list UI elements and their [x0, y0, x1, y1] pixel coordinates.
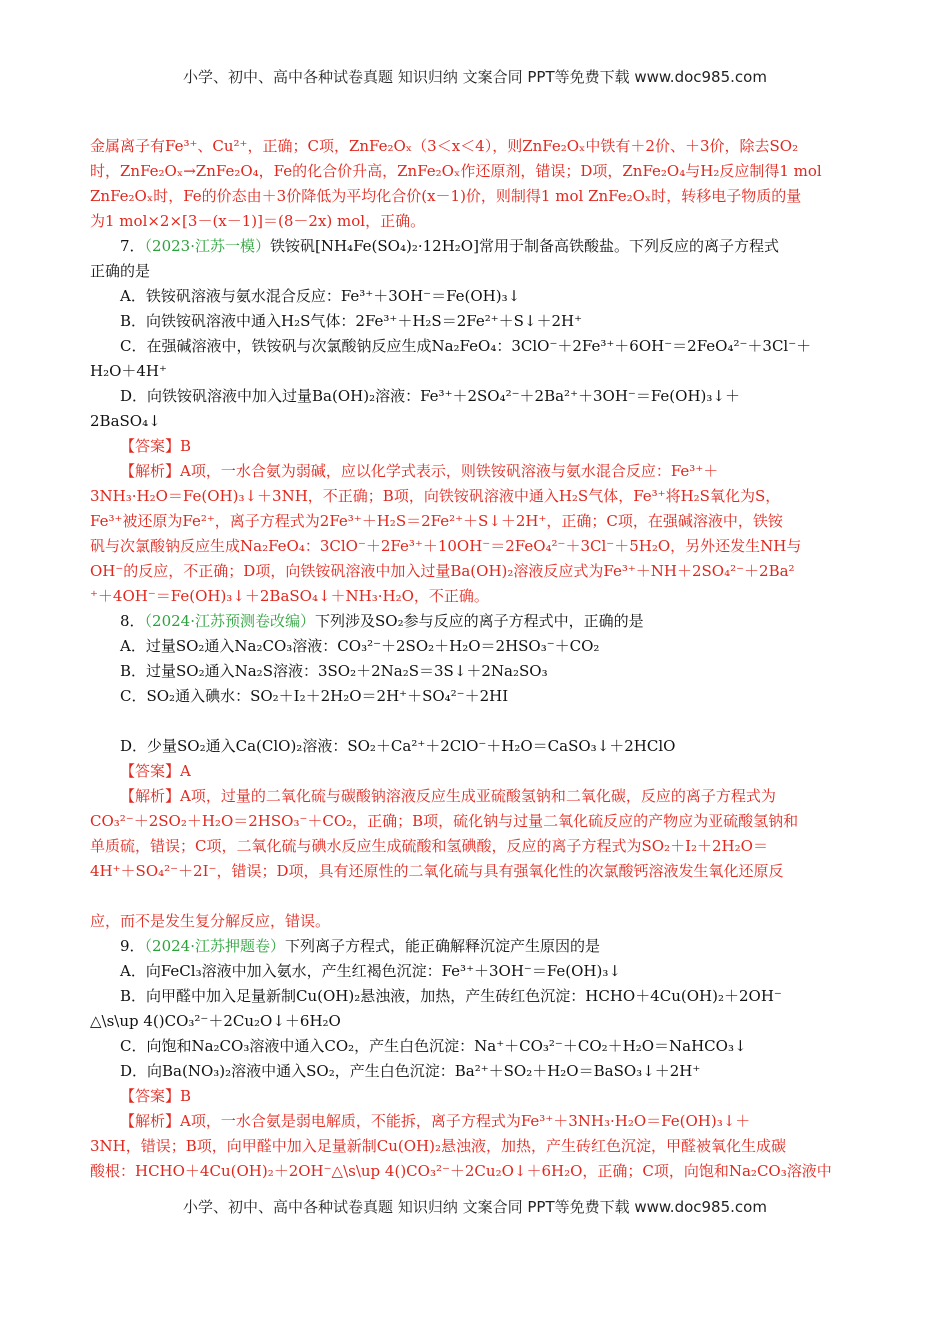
answer-line	[90, 834, 862, 859]
line-text: 酸根：HCHO＋4Cu(OH)₂＋2OH⁻△\s\up 4()CO₃²⁻＋2Cu₂O↓＋6H₂O，正确；C项，向饱和Na₂CO₃溶液中	[90, 1162, 832, 1180]
line-text: Fe³⁺被还原为Fe²⁺，离子方程式为2Fe³⁺＋H₂S＝2Fe²⁺＋S↓＋2H⁺，正确；C项，在强碱溶液中，铁铵	[90, 512, 783, 530]
question-line	[90, 234, 862, 259]
answer-line	[90, 534, 862, 559]
line-text: A．过量SO₂通入Na₂CO₃溶液：CO₃²⁻＋2SO₂＋H₂O＝2HSO₃⁻＋CO₂	[120, 637, 600, 655]
question-number: 9．	[120, 937, 145, 955]
line-text: 3NH，错误；B项，向甲醛中加入足量新制Cu(OH)₂悬浊液，加热，产生砖红色沉淀，甲醛被氧化生成碳	[90, 1137, 787, 1155]
line-text: C．SO₂通入碘水：SO₂＋I₂＋2H₂O＝2H⁺＋SO₄²⁻＋2HI	[120, 687, 509, 705]
text-line	[90, 659, 862, 684]
line-text: 下列涉及SO₂参与反应的离子方程式中，正确的是	[315, 612, 644, 630]
text-line	[90, 1034, 862, 1059]
answer-line	[90, 484, 862, 509]
answer-line	[90, 1134, 862, 1159]
question-line	[90, 934, 862, 959]
line-text: 【解析】A项，一水合氨为弱碱，应以化学式表示，则铁铵矾溶液与氨水混合反应：Fe³⁺＋	[120, 462, 719, 480]
line-text: 3NH₃·H₂O＝Fe(OH)₃↓＋3NH，不正确；B项，向铁铵矾溶液中通入H₂S气体，Fe³⁺将H₂S氧化为S，	[90, 487, 781, 505]
line-text: A．铁铵矾溶液与氨水混合反应：Fe³⁺＋3OH⁻＝Fe(OH)₃↓	[120, 287, 521, 305]
text-line	[90, 634, 862, 659]
line-text: 金属离子有Fe³⁺、Cu²⁺，正确；C项，ZnFe₂Oₓ（3＜x＜4），则ZnFe₂Oₓ中铁有＋2价、＋3价，除去SO₂	[90, 137, 799, 155]
text-line	[90, 384, 862, 409]
text-line	[90, 1059, 862, 1084]
answer-line	[90, 809, 862, 834]
text-line	[90, 684, 862, 734]
answer-line	[90, 1084, 862, 1109]
question-number: 7．	[120, 237, 145, 255]
line-text: A．向FeCl₃溶液中加入氨水，产生红褐色沉淀：Fe³⁺＋3OH⁻＝Fe(OH)₃↓	[120, 962, 621, 980]
text-line	[90, 984, 862, 1009]
question-number: 8．	[120, 612, 145, 630]
line-text: 单质硫，错误；C项，二氧化硫与碘水反应生成硫酸和氢碘酸，反应的离子方程式为SO₂＋I₂＋2H₂O＝	[90, 837, 768, 855]
line-text: 铁铵矾[NH₄Fe(SO₄)₂·12H₂O]常用于制备高铁酸盐。下列反应的离子方程式	[270, 237, 779, 255]
answer-line	[90, 209, 862, 234]
line-text: B．过量SO₂通入Na₂S溶液：3SO₂＋2Na₂S＝3S↓＋2Na₂SO₃	[120, 662, 548, 680]
answer-line	[90, 909, 862, 934]
line-text: 2BaSO₄↓	[90, 412, 161, 430]
line-text: OH⁻的反应，不正确；D项，向铁铵矾溶液中加入过量Ba(OH)₂溶液反应式为Fe³⁺＋NH＋2SO₄²⁻＋2Ba²	[90, 562, 795, 580]
answer-line	[90, 759, 862, 784]
line-text: H₂O＋4H⁺	[90, 362, 167, 380]
line-text: C．向饱和Na₂CO₃溶液中通入CO₂，产生白色沉淀：Na⁺＋CO₃²⁻＋CO₂＋H₂O＝NaHCO₃↓	[120, 1037, 747, 1055]
page-footer: 小学、初中、高中各种试卷真题 知识归纳 文案合同 PPT等免费下载 www.doc985.com	[183, 1198, 767, 1216]
line-text: B．向甲醛中加入足量新制Cu(OH)₂悬浊液，加热，产生砖红色沉淀：HCHO＋4Cu(OH)₂＋2OH⁻	[120, 987, 782, 1005]
answer-line	[90, 434, 862, 459]
line-text: 矾与次氯酸钠反应生成Na₂FeO₄：3ClO⁻＋2Fe³⁺＋10OH⁻＝2FeO₄²⁻＋3Cl⁻＋5H₂O，另外还发生NH与	[90, 537, 802, 555]
line-text: ZnFe₂Oₓ时，Fe的价态由＋3价降低为平均化合价(x－1)价，则制得1 mol ZnFe₂Oₓ时，转移电子物质的量	[90, 187, 802, 205]
line-text: 【答案】B	[120, 1087, 192, 1105]
answer-line	[90, 509, 862, 534]
answer-line	[90, 1159, 862, 1184]
question-source: （2024·江苏预测卷改编）	[144, 612, 315, 630]
answer-line	[90, 159, 862, 184]
line-text: △\s\up 4()CO₃²⁻＋2Cu₂O↓＋6H₂O	[90, 1012, 341, 1030]
answer-line	[90, 859, 862, 909]
text-line	[90, 334, 862, 359]
text-line	[90, 409, 862, 434]
text-line	[90, 284, 862, 309]
line-text: 【答案】B	[120, 437, 192, 455]
text-line	[90, 959, 862, 984]
line-text: B．向铁铵矾溶液中通入H₂S气体：2Fe³⁺＋H₂S＝2Fe²⁺＋S↓＋2H⁺	[120, 312, 583, 330]
line-text: D．向铁铵矾溶液中加入过量Ba(OH)₂溶液：Fe³⁺＋2SO₄²⁻＋2Ba²⁺＋3OH⁻＝Fe(OH)₃↓＋	[120, 387, 740, 405]
line-text: 为1 mol×2×[3－(x－1)]＝(8－2x) mol，正确。	[90, 212, 426, 230]
text-line	[90, 259, 862, 284]
line-text: 【答案】A	[120, 762, 191, 780]
answer-line	[90, 784, 862, 809]
document-body	[90, 134, 862, 1184]
line-text: CO₃²⁻＋2SO₂＋H₂O＝2HSO₃⁻＋CO₂，正确；B项，硫化钠与过量二氧化硫反应的产物应为亚硫酸氢钠和	[90, 812, 799, 830]
answer-line	[90, 1109, 862, 1134]
answer-line	[90, 134, 862, 159]
line-text: 正确的是	[90, 262, 151, 280]
line-text: 下列离子方程式，能正确解释沉淀产生原因的是	[285, 937, 601, 955]
answer-line	[90, 559, 862, 584]
question-source: （2024·江苏押题卷）	[144, 937, 285, 955]
line-text: D．向Ba(NO₃)₂溶液中通入SO₂，产生白色沉淀：Ba²⁺＋SO₂＋H₂O＝BaSO₃↓＋2H⁺	[120, 1062, 701, 1080]
page-header: 小学、初中、高中各种试卷真题 知识归纳 文案合同 PPT等免费下载 www.doc985.com	[183, 68, 767, 86]
answer-line	[90, 459, 862, 484]
text-line	[90, 734, 862, 759]
answer-line	[90, 584, 862, 609]
text-line	[90, 309, 862, 334]
line-text: 【解析】A项，一水合氨是弱电解质，不能拆，离子方程式为Fe³⁺＋3NH₃·H₂O＝Fe(OH)₃↓＋	[120, 1112, 751, 1130]
line-text: ⁺＋4OH⁻＝Fe(OH)₃↓＋2BaSO₄↓＋NH₃·H₂O，不正确。	[90, 587, 489, 605]
answer-line	[90, 184, 862, 209]
line-text: 应，而不是发生复分解反应，错误。	[90, 912, 331, 930]
question-line	[90, 609, 862, 634]
line-text: 时，ZnFe₂Oₓ→ZnFe₂O₄，Fe的化合价升高，ZnFe₂Oₓ作还原剂，错误；D项，ZnFe₂O₄与H₂反应制得1 mol	[90, 162, 822, 180]
text-line	[90, 359, 862, 384]
line-text: D．少量SO₂通入Ca(ClO)₂溶液：SO₂＋Ca²⁺＋2ClO⁻＋H₂O＝CaSO₃↓＋2HClO	[120, 737, 676, 755]
line-text: C．在强碱溶液中，铁铵矾与次氯酸钠反应生成Na₂FeO₄：3ClO⁻＋2Fe³⁺＋6OH⁻＝2FeO₄²⁻＋3Cl⁻＋	[120, 337, 812, 355]
line-text: 4H⁺＋SO₄²⁻＋2I⁻，错误；D项，具有还原性的二氧化硫与具有强氧化性的次氯酸钙溶液发生氧化还原反	[90, 862, 784, 880]
line-text: 【解析】A项，过量的二氧化硫与碳酸钠溶液反应生成亚硫酸氢钠和二氧化碳，反应的离子方程式为	[120, 787, 776, 805]
text-line	[90, 1009, 862, 1034]
question-source: （2023·江苏一模）	[144, 237, 270, 255]
